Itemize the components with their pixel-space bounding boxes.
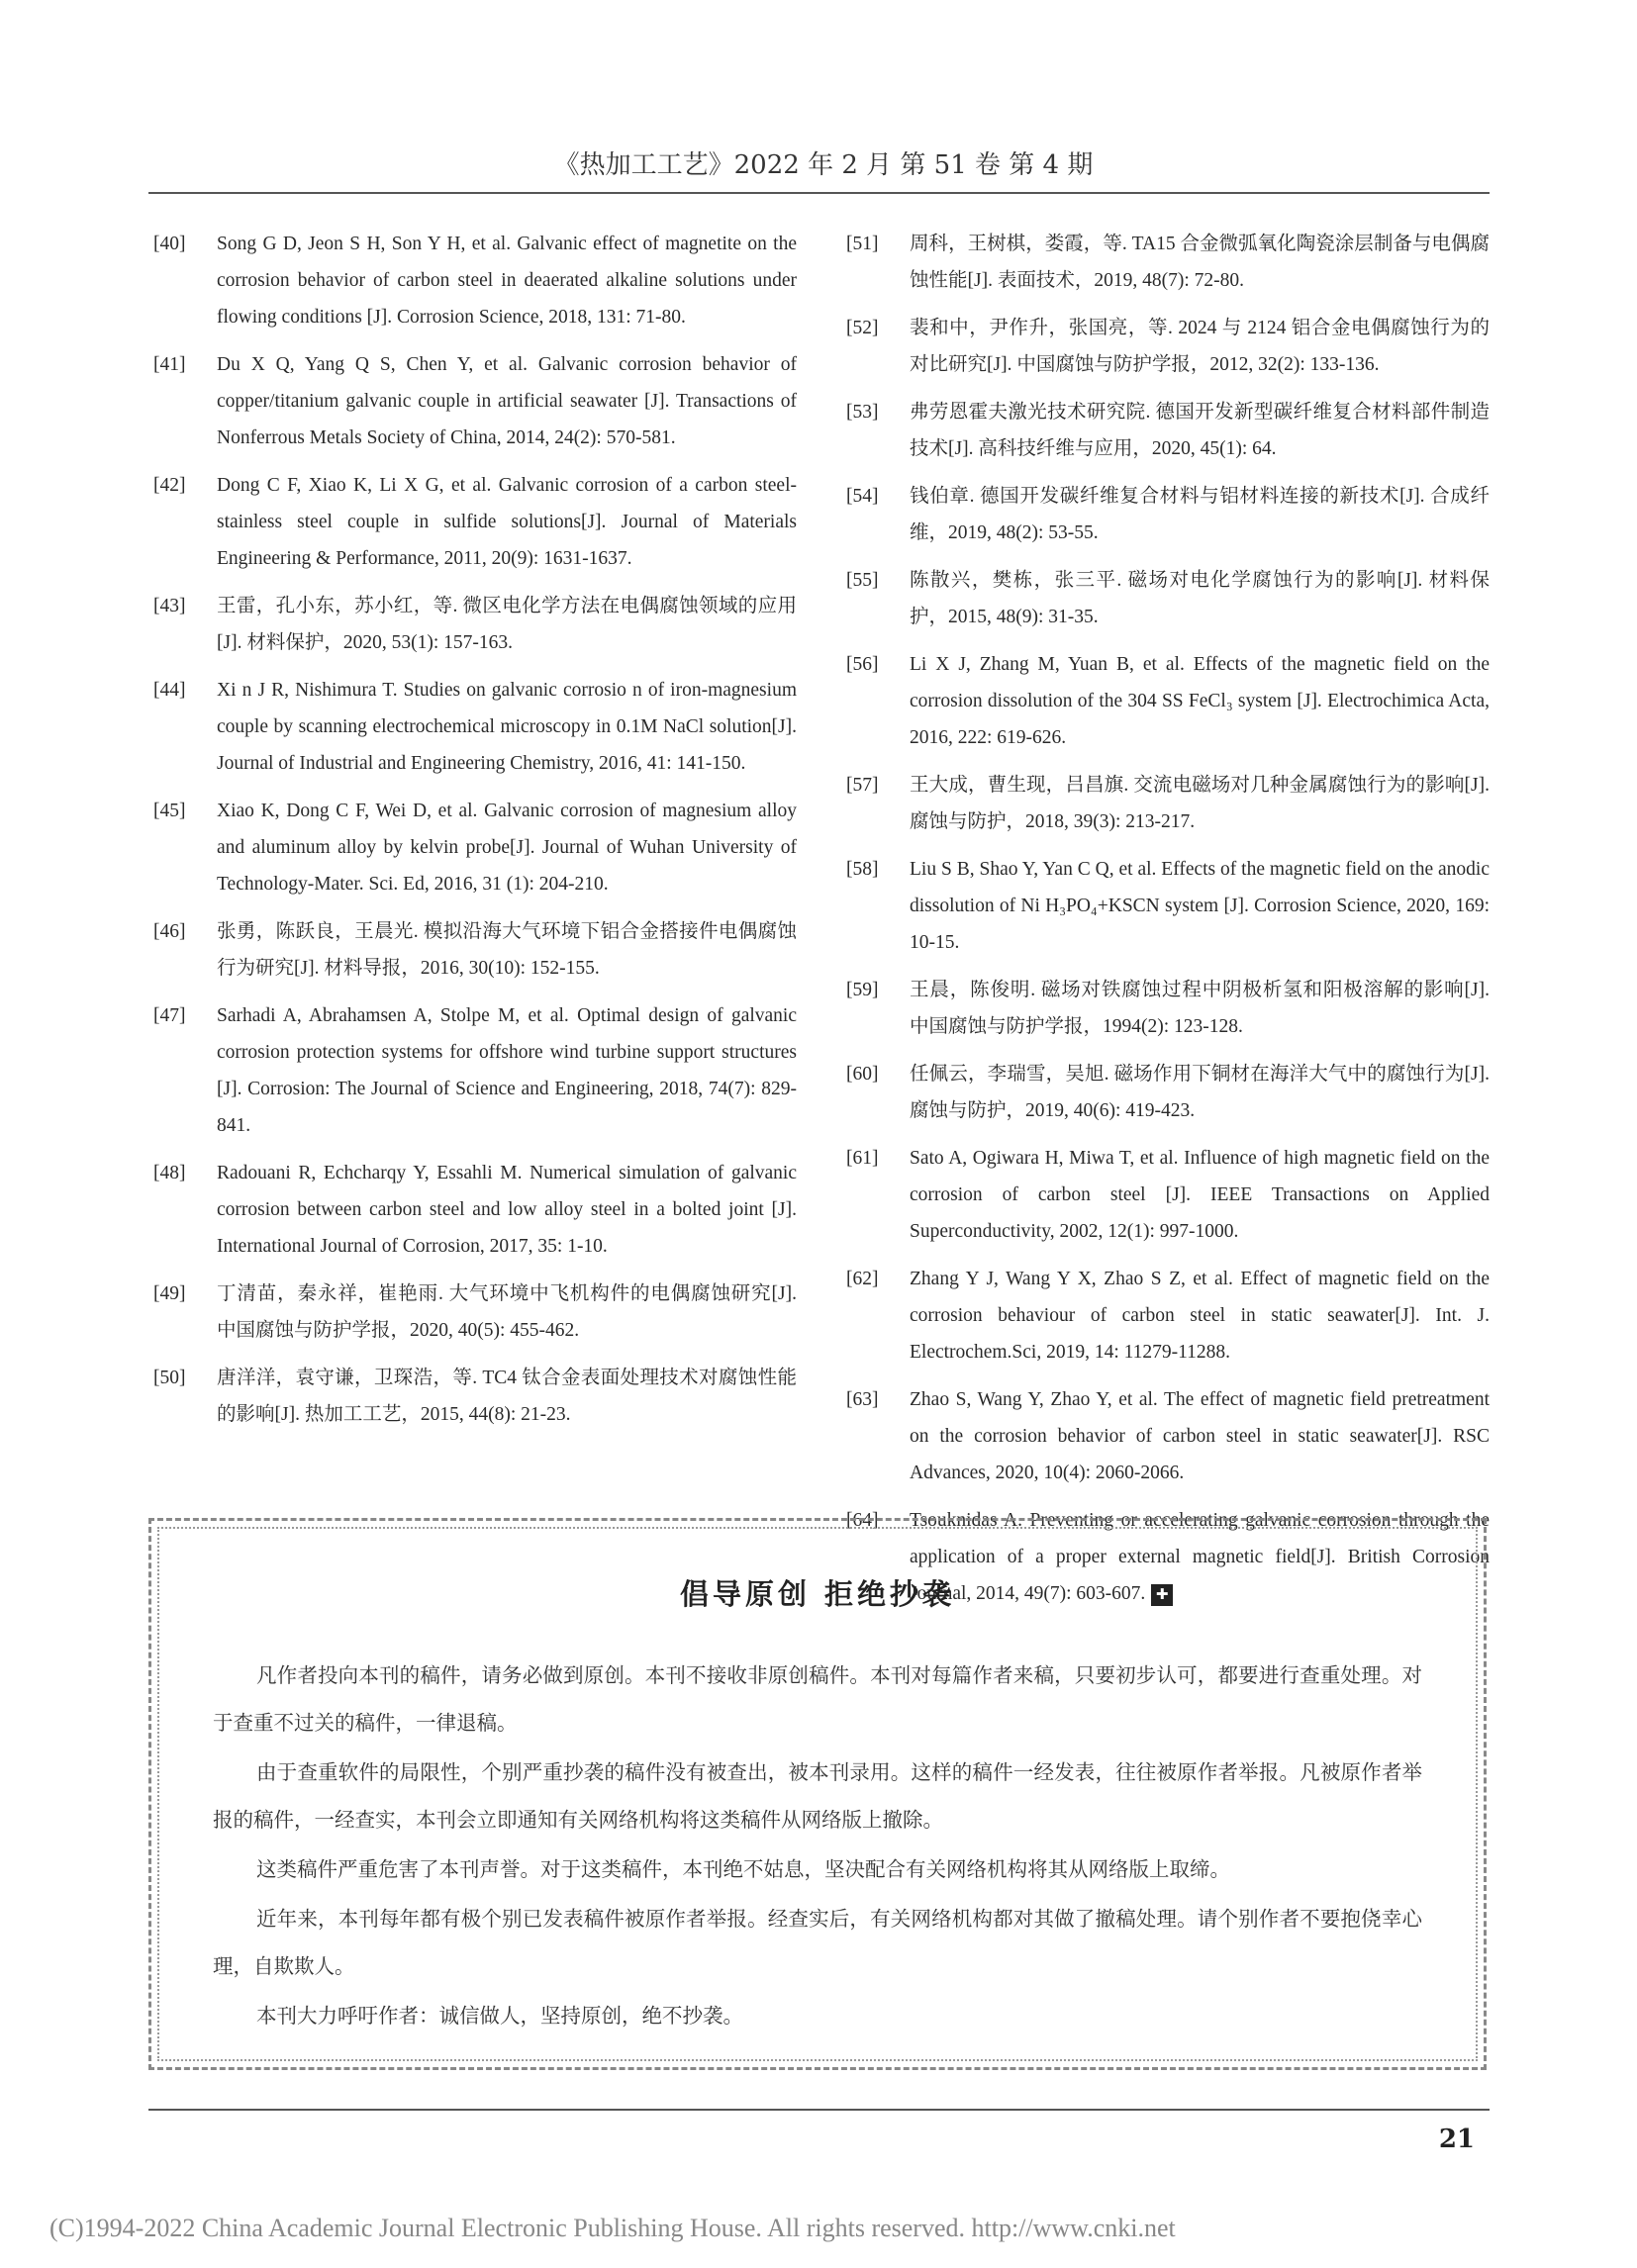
reference-text: Liu S B, Shao Y, Yan C Q, et al. Effects of the magnetic field on the anodic dissolution of Ni H₃PO₄+KSCN system [J]. Corrosion Science, 2020, 169: 10-15. (910, 859, 1490, 953)
reference-item (153, 672, 797, 782)
reference-item (846, 1381, 1490, 1491)
reference-text: 陈散兴，樊栋，张三平. 磁场对电化学腐蚀行为的影响[J]. 材料保护，2015, 48(9): 31-35. (910, 570, 1490, 627)
reference-text: 周科，王树棋，娄霞，等. TA15 合金微弧氧化陶瓷涂层制备与电偶腐蚀性能[J]. 表面技术，2019, 48(7): 72-80. (910, 234, 1490, 291)
reference-text: Tsouknidas A. Preventing or accelerating galvanic corrosion through the application of a proper external magnetic field[J]. British Corrosion Journal, 2014, 49(7): 603-607. (910, 1510, 1490, 1604)
reference-number: [59] (846, 980, 879, 1000)
reference-number: [49] (153, 1283, 186, 1304)
reference-text: Zhao S, Wang Y, Zhao Y, et al. The effect of magnetic field pretreatment on the corrosion behavior of carbon steel in static seawater[J]. RSC Advances, 2020, 10(4): 2060-2066. (910, 1389, 1490, 1483)
reference-text: Sato A, Ogiwara H, Miwa T, et al. Influence of high magnetic field on the corrosion of carbon steel [J]. IEEE Transactions on Applied Superconductivity, 2002, 12(1): 997-1000. (910, 1148, 1490, 1242)
notice-paragraph: 这类稿件严重危害了本刊声誉。对于这类稿件，本刊绝不姑息，坚决配合有关网络机构将其从网络版上取缔。 (256, 1857, 1230, 1881)
reference-item (153, 226, 797, 335)
notice-box (148, 1518, 1487, 2070)
reference-item (153, 1276, 797, 1349)
reference-text: 丁清苗，秦永祥，崔艳雨. 大气环境中飞机构件的电偶腐蚀研究[J]. 中国腐蚀与防护学报，2020, 40(5): 455-462. (217, 1283, 797, 1341)
reference-text: 王晨，陈俊明. 磁场对铁腐蚀过程中阴极析氢和阳极溶解的影响[J]. 中国腐蚀与防护学报，1994(2): 123-128. (910, 980, 1490, 1037)
reference-text: 张勇，陈跃良，王晨光. 模拟沿海大气环境下铝合金搭接件电偶腐蚀行为研究[J]. 材料导报，2016, 30(10): 152-155. (217, 921, 797, 979)
copyright-line: (C)1994-2022 China Academic Journal Electronic Publishing House. All rights reserved. http://www.cnki.net (49, 2214, 1176, 2242)
reference-text: 唐洋洋，袁守谦，卫琛浩，等. TC4 钛合金表面处理技术对腐蚀性能的影响[J]. 热加工工艺，2015, 44(8): 21-23. (217, 1368, 797, 1425)
reference-text: Radouani R, Echcharqy Y, Essahli M. Numerical simulation of galvanic corrosion between carbon steel and low alloy steel in a bolted joint [J]. International Journal of Corrosion, 2017, 35: 1-10. (217, 1163, 797, 1257)
reference-item (153, 997, 797, 1144)
reference-text: 王雷，孔小东，苏小红，等. 微区电化学方法在电偶腐蚀领域的应用[J]. 材料保护，2020, 53(1): 157-163. (217, 596, 797, 653)
reference-text: Li X J, Zhang M, Yuan B, et al. Effects of the magnetic field on the corrosion dissolution of the 304 SS FeCl₃ system [J]. Electrochimica Acta, 2016, 222: 619-626. (910, 654, 1490, 748)
reference-number: [56] (846, 654, 879, 675)
reference-number: [63] (846, 1389, 879, 1410)
reference-number: [64] (846, 1510, 879, 1531)
reference-item (846, 972, 1490, 1045)
reference-item (153, 588, 797, 661)
reference-number: [40] (153, 234, 186, 254)
reference-item (846, 562, 1490, 635)
reference-number: [55] (846, 570, 879, 591)
notice-title: 倡导原创 拒绝抄袭 (679, 1577, 956, 1611)
reference-text: 王大成，曹生现，吕昌旗. 交流电磁场对几种金属腐蚀行为的影响[J]. 腐蚀与防护，2018, 39(3): 213-217. (910, 775, 1490, 832)
page-number: 21 (1438, 2125, 1475, 2154)
reference-text: Xi n J R, Nishimura T. Studies on galvanic corrosio n of iron-magnesium couple by scanning electrochemical microscopy in 0.1M NaCl solution[J]. Journal of Industrial and Engineering Chemistry, 2016, 41: 141-150. (217, 680, 797, 774)
reference-number: [42] (153, 475, 186, 496)
reference-number: [48] (153, 1163, 186, 1183)
reference-item (153, 346, 797, 456)
reference-item (846, 767, 1490, 840)
notice-paragraph: 凡作者投向本刊的稿件，请务必做到原创。本刊不接收非原创稿件。本刊对每篇作者来稿，只要初步认可，都要进行查重处理。对于查重不过关的稿件，一律退稿。 (213, 1663, 1422, 1735)
reference-item (846, 394, 1490, 467)
reference-text: Dong C F, Xiao K, Li X G, et al. Galvanic corrosion of a carbon steel-stainless steel couple in sulfide solutions[J]. Journal of Materials Engineering & Performance, 2011, 20(9): 1631-1637. (217, 475, 797, 569)
reference-number: [46] (153, 921, 186, 942)
reference-item (153, 1360, 797, 1433)
reference-number: [54] (846, 486, 879, 507)
reference-number: [61] (846, 1148, 879, 1169)
reference-text: Sarhadi A, Abrahamsen A, Stolpe M, et al. Optimal design of galvanic corrosion protection systems for offshore wind turbine support structures [J]. Corrosion: The Journal of Science and Engineering, 2018, 74(7): 829-841. (217, 1005, 797, 1136)
header-rule (148, 192, 1490, 194)
reference-number: [53] (846, 402, 879, 423)
reference-number: [43] (153, 596, 186, 616)
reference-text: Song G D, Jeon S H, Son Y H, et al. Galvanic effect of magnetite on the corrosion behavior of carbon steel in deaerated alkaline solutions under flowing conditions [J]. Corrosion Science, 2018, 131: 71-80. (217, 234, 797, 328)
references-left-column (153, 226, 797, 1444)
reference-item (846, 646, 1490, 756)
reference-number: [52] (846, 318, 879, 338)
notice-inner-frame (157, 1527, 1478, 2061)
reference-text: 裴和中，尹作升，张国亮，等. 2024 与 2124 铝合金电偶腐蚀行为的对比研究[J]. 中国腐蚀与防护学报，2012, 32(2): 133-136. (910, 318, 1490, 375)
reference-item (153, 467, 797, 577)
notice-body (213, 1652, 1422, 2041)
notice-paragraph: 近年来，本刊每年都有极个别已发表稿件被原作者举报。经查实后，有关网络机构都对其做了撤稿处理。请个别作者不要抱侥幸心理，自欺欺人。 (213, 1907, 1422, 1978)
reference-number: [57] (846, 775, 879, 796)
reference-number: [44] (153, 680, 186, 701)
reference-item (846, 1140, 1490, 1250)
reference-number: [45] (153, 801, 186, 821)
reference-text: 弗劳恩霍夫激光技术研究院. 德国开发新型碳纤维复合材料部件制造技术[J]. 高科技纤维与应用，2020, 45(1): 64. (910, 402, 1490, 459)
reference-item (153, 793, 797, 902)
reference-number: [50] (153, 1368, 186, 1388)
reference-text: Xiao K, Dong C F, Wei D, et al. Galvanic corrosion of magnesium alloy and aluminum alloy by kelvin probe[J]. Journal of Wuhan University of Technology-Mater. Sci. Ed, 2016, 31 (1): 204-210. (217, 801, 797, 895)
reference-item (153, 1155, 797, 1265)
references-right-column (846, 226, 1490, 1623)
running-header: 《热加工工艺》2022 年 2 月 第 51 卷 第 4 期 (553, 150, 1094, 180)
reference-text: 任佩云，李瑞雪，吴旭. 磁场作用下铜材在海洋大气中的腐蚀行为[J]. 腐蚀与防护，2019, 40(6): 419-423. (910, 1064, 1490, 1121)
reference-item (846, 310, 1490, 383)
reference-item (846, 478, 1490, 551)
reference-number: [41] (153, 354, 186, 375)
article-end-icon: ✚ (1151, 1584, 1173, 1606)
reference-item (846, 1056, 1490, 1129)
reference-number: [51] (846, 234, 879, 254)
reference-number: [60] (846, 1064, 879, 1085)
reference-item (846, 851, 1490, 961)
reference-text: Zhang Y J, Wang Y X, Zhao S Z, et al. Effect of magnetic field on the corrosion behaviour of carbon steel in static seawater[J]. Int. J. Electrochem.Sci, 2019, 14: 11279-11288. (910, 1269, 1490, 1363)
notice-paragraph: 本刊大力呼吁作者：诚信做人，坚持原创，绝不抄袭。 (256, 2004, 743, 2028)
reference-text: Du X Q, Yang Q S, Chen Y, et al. Galvanic corrosion behavior of copper/titanium galvanic couple in artificial seawater [J]. Transactions of Nonferrous Metals Society of China, 2014, 24(2): 570-581. (217, 354, 797, 448)
reference-item (846, 226, 1490, 299)
footer-rule (148, 2109, 1490, 2111)
reference-text: 钱伯章. 德国开发碳纤维复合材料与铝材料连接的新技术[J]. 合成纤维，2019, 48(2): 53-55. (910, 486, 1490, 543)
reference-number: [47] (153, 1005, 186, 1026)
reference-item (846, 1261, 1490, 1370)
reference-number: [58] (846, 859, 879, 880)
notice-paragraph: 由于查重软件的局限性，个别严重抄袭的稿件没有被查出，被本刊录用。这样的稿件一经发表，往往被原作者举报。凡被原作者举报的稿件，一经查实，本刊会立即通知有关网络机构将这类稿件从网络版上撤除。 (213, 1760, 1422, 1832)
reference-number: [62] (846, 1269, 879, 1289)
reference-item (153, 913, 797, 987)
